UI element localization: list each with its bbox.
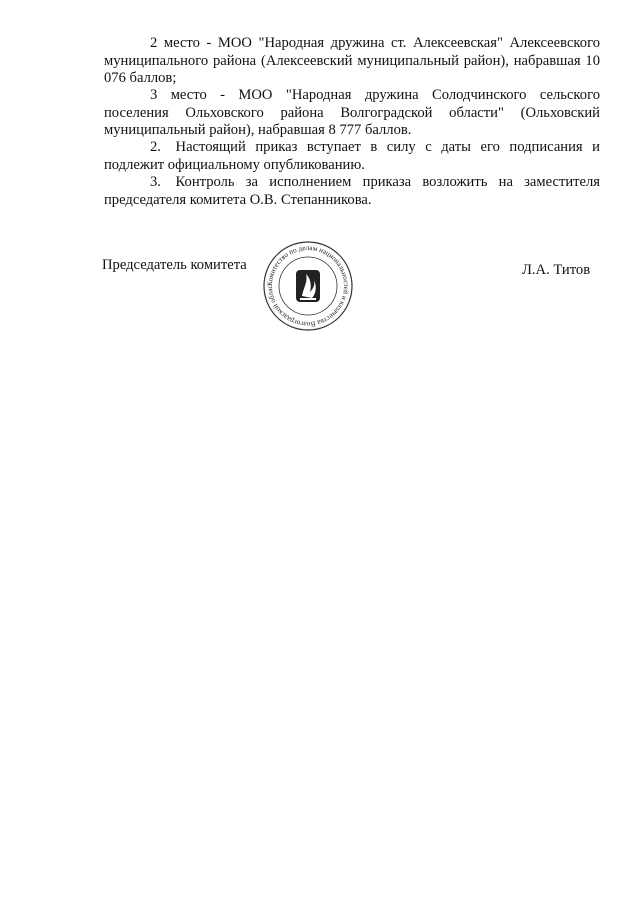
seal-text: Комитество по делам национальностей и казачества Волгоградской облас xyxy=(265,243,351,329)
emblem-icon xyxy=(296,270,320,302)
paragraph-place-3: 3 место - МОО "Народная дружина Солодчинского сельского поселения Ольховского района Волгоградской области" (Ольховский муниципальный район), набравшая 8 777 баллов. xyxy=(104,87,600,138)
paragraph-item-3: 3. Контроль за исполнением приказа возложить на заместителя председателя комитета О.В. Степанникова. xyxy=(104,174,600,208)
paragraph-item-2: 2. Настоящий приказ вступает в силу с даты его подписания и подлежит официальному опубликованию. xyxy=(104,139,600,173)
paragraph-place-2: 2 место - МОО "Народная дружина ст. Алексеевская" Алексеевского муниципального района (Алексеевский муниципальный район), набравшая 10 076 баллов; xyxy=(104,35,600,86)
official-seal-stamp xyxy=(262,240,354,332)
signature-position: Председатель комитета xyxy=(102,257,247,273)
signatory-name: Л.А. Титов xyxy=(522,262,591,278)
